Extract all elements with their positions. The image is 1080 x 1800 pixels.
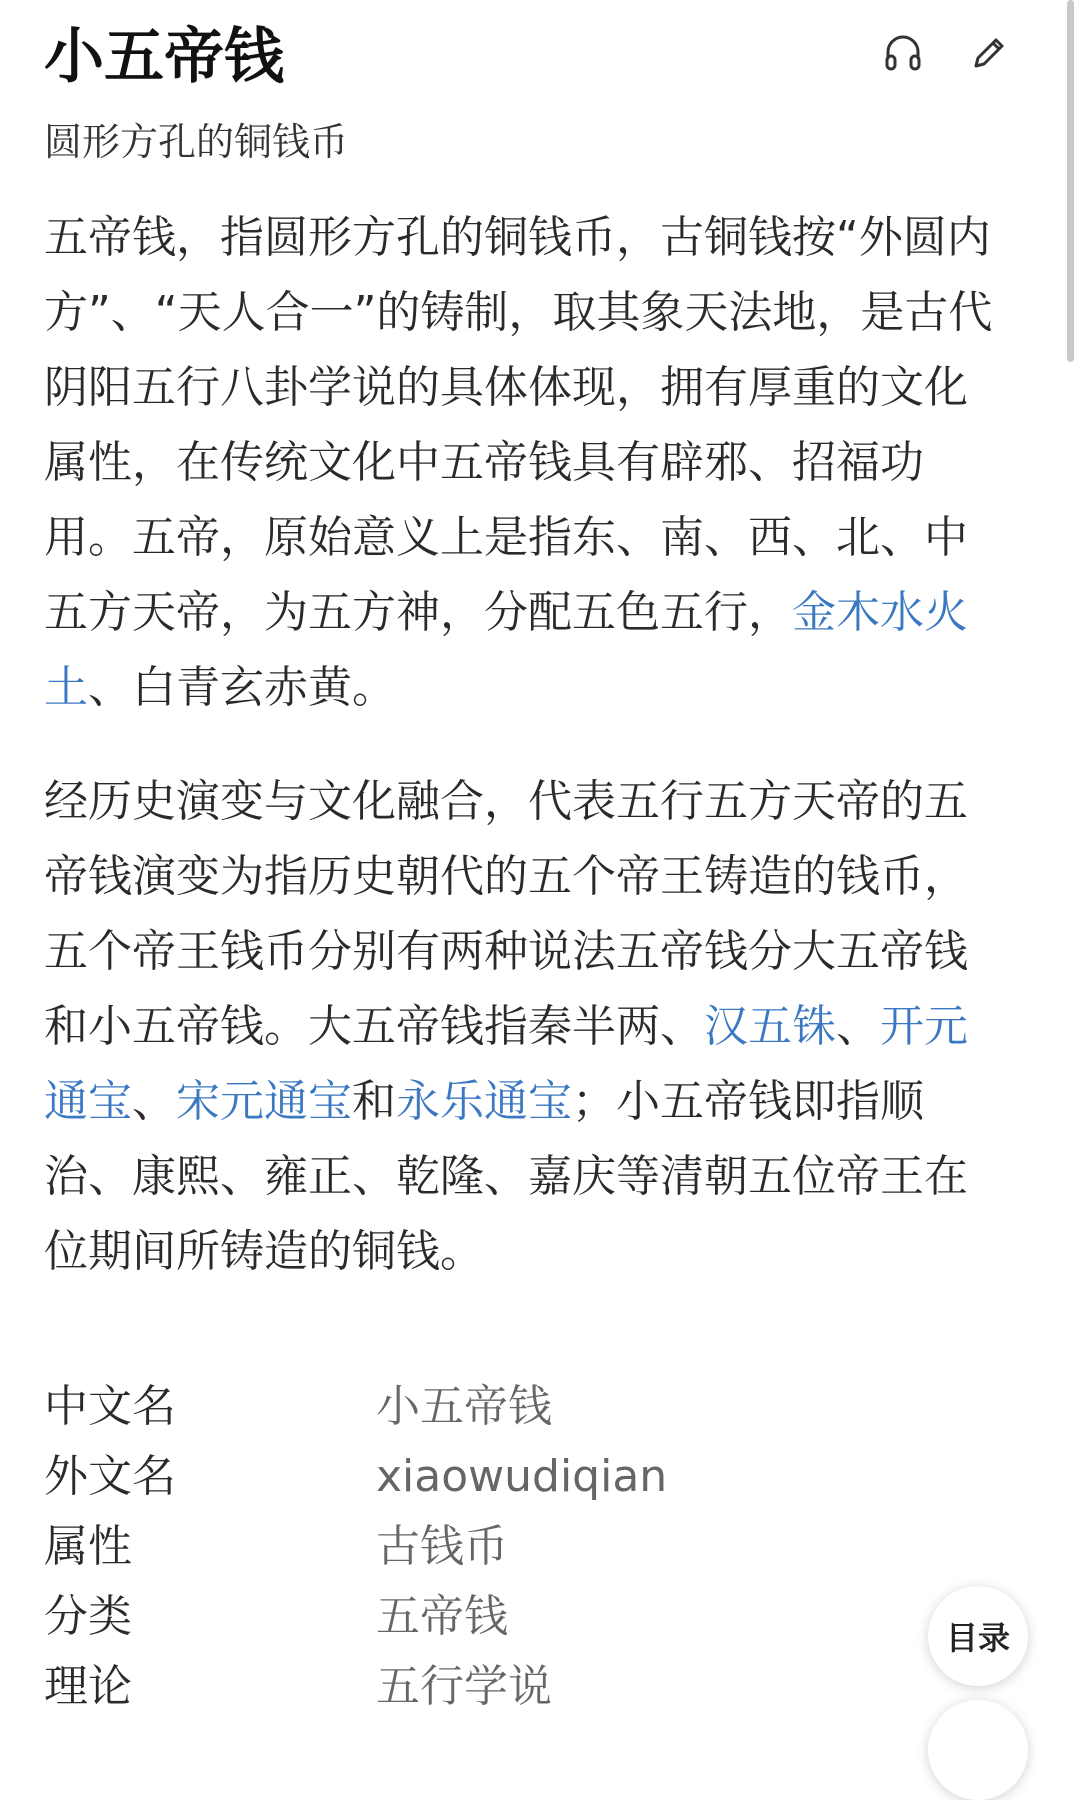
link-hanwuzhu[interactable]: 汉五铢 (704, 1001, 836, 1052)
header-actions (880, 30, 1012, 76)
text-line (44, 989, 1004, 1064)
info-row (44, 1372, 667, 1442)
basic-info-table (44, 1372, 667, 1722)
info-label: 属性 (44, 1521, 132, 1572)
link-kaiyuan-tongbao[interactable]: 开元 (880, 1001, 968, 1052)
link-yongle-tongbao[interactable]: 永乐通宝 (396, 1076, 572, 1127)
floating-button[interactable] (928, 1700, 1028, 1800)
text-segment: 和小五帝钱。大五帝钱指秦半两、 (44, 1001, 704, 1052)
link-songyuan-tongbao[interactable]: 宋元通宝 (176, 1076, 352, 1127)
text-segment: ；小五帝钱即指顺 (572, 1076, 924, 1127)
info-value: 小五帝钱 (376, 1381, 552, 1432)
text-segment: 、 (836, 1001, 880, 1052)
info-value: xiaowudiqian (376, 1451, 668, 1502)
text-segment: 、白青玄赤黄。 (88, 662, 396, 713)
text-line: 阴阳五行八卦学说的具体体现，拥有厚重的文化 (44, 362, 968, 413)
info-row (44, 1512, 667, 1582)
text-line: 属性，在传统文化中五帝钱具有辟邪、招福功 (44, 437, 924, 488)
text-line (44, 650, 1004, 725)
text-line: 用。五帝，原始意义上是指东、南、西、北、中 (44, 512, 968, 563)
intro-paragraph-1 (44, 200, 1004, 725)
text-line: 方”、“天人合一”的铸制，取其象天法地，是古代 (44, 287, 993, 338)
text-line: 帝钱演变为指历史朝代的五个帝王铸造的钱币， (44, 851, 968, 902)
headphones-icon[interactable] (880, 30, 926, 76)
scrollbar[interactable] (1067, 0, 1074, 362)
info-label: 外文名 (44, 1451, 176, 1502)
intro-paragraph-2 (44, 764, 1004, 1289)
text-line (44, 1064, 1004, 1139)
info-row (44, 1582, 667, 1652)
text-line (44, 575, 1004, 650)
text-line: 五帝钱，指圆形方孔的铜钱币，古铜钱按“外圆内 (44, 212, 991, 263)
info-label: 中文名 (44, 1381, 176, 1432)
text-line: 位期间所铸造的铜钱。 (44, 1226, 484, 1277)
text-segment: 、 (132, 1076, 176, 1127)
info-value: 古钱币 (376, 1521, 508, 1572)
info-label: 分类 (44, 1591, 132, 1642)
info-value: 五帝钱 (376, 1591, 508, 1642)
info-label: 理论 (44, 1661, 132, 1712)
toc-button[interactable]: 目录 (928, 1586, 1028, 1686)
text-segment: 五方天帝，为五方神，分配五色五行， (44, 587, 792, 638)
page-title: 小五帝钱 (44, 22, 284, 92)
page-subtitle: 圆形方孔的铜钱币 (44, 120, 349, 164)
link-wuxing-tu[interactable]: 土 (44, 662, 88, 713)
text-line: 治、康熙、雍正、乾隆、嘉庆等清朝五位帝王在 (44, 1151, 968, 1202)
link-wuxing[interactable]: 金木水火 (792, 587, 968, 638)
info-row (44, 1442, 667, 1512)
edit-pencil-icon[interactable] (966, 30, 1012, 76)
text-line: 五个帝王钱币分别有两种说法五帝钱分大五帝钱 (44, 926, 968, 977)
info-row (44, 1652, 667, 1722)
text-line: 经历史演变与文化融合，代表五行五方天帝的五 (44, 776, 968, 827)
info-value: 五行学说 (376, 1661, 552, 1712)
text-segment: 和 (352, 1076, 396, 1127)
link-kaiyuan-tongbao[interactable]: 通宝 (44, 1076, 132, 1127)
